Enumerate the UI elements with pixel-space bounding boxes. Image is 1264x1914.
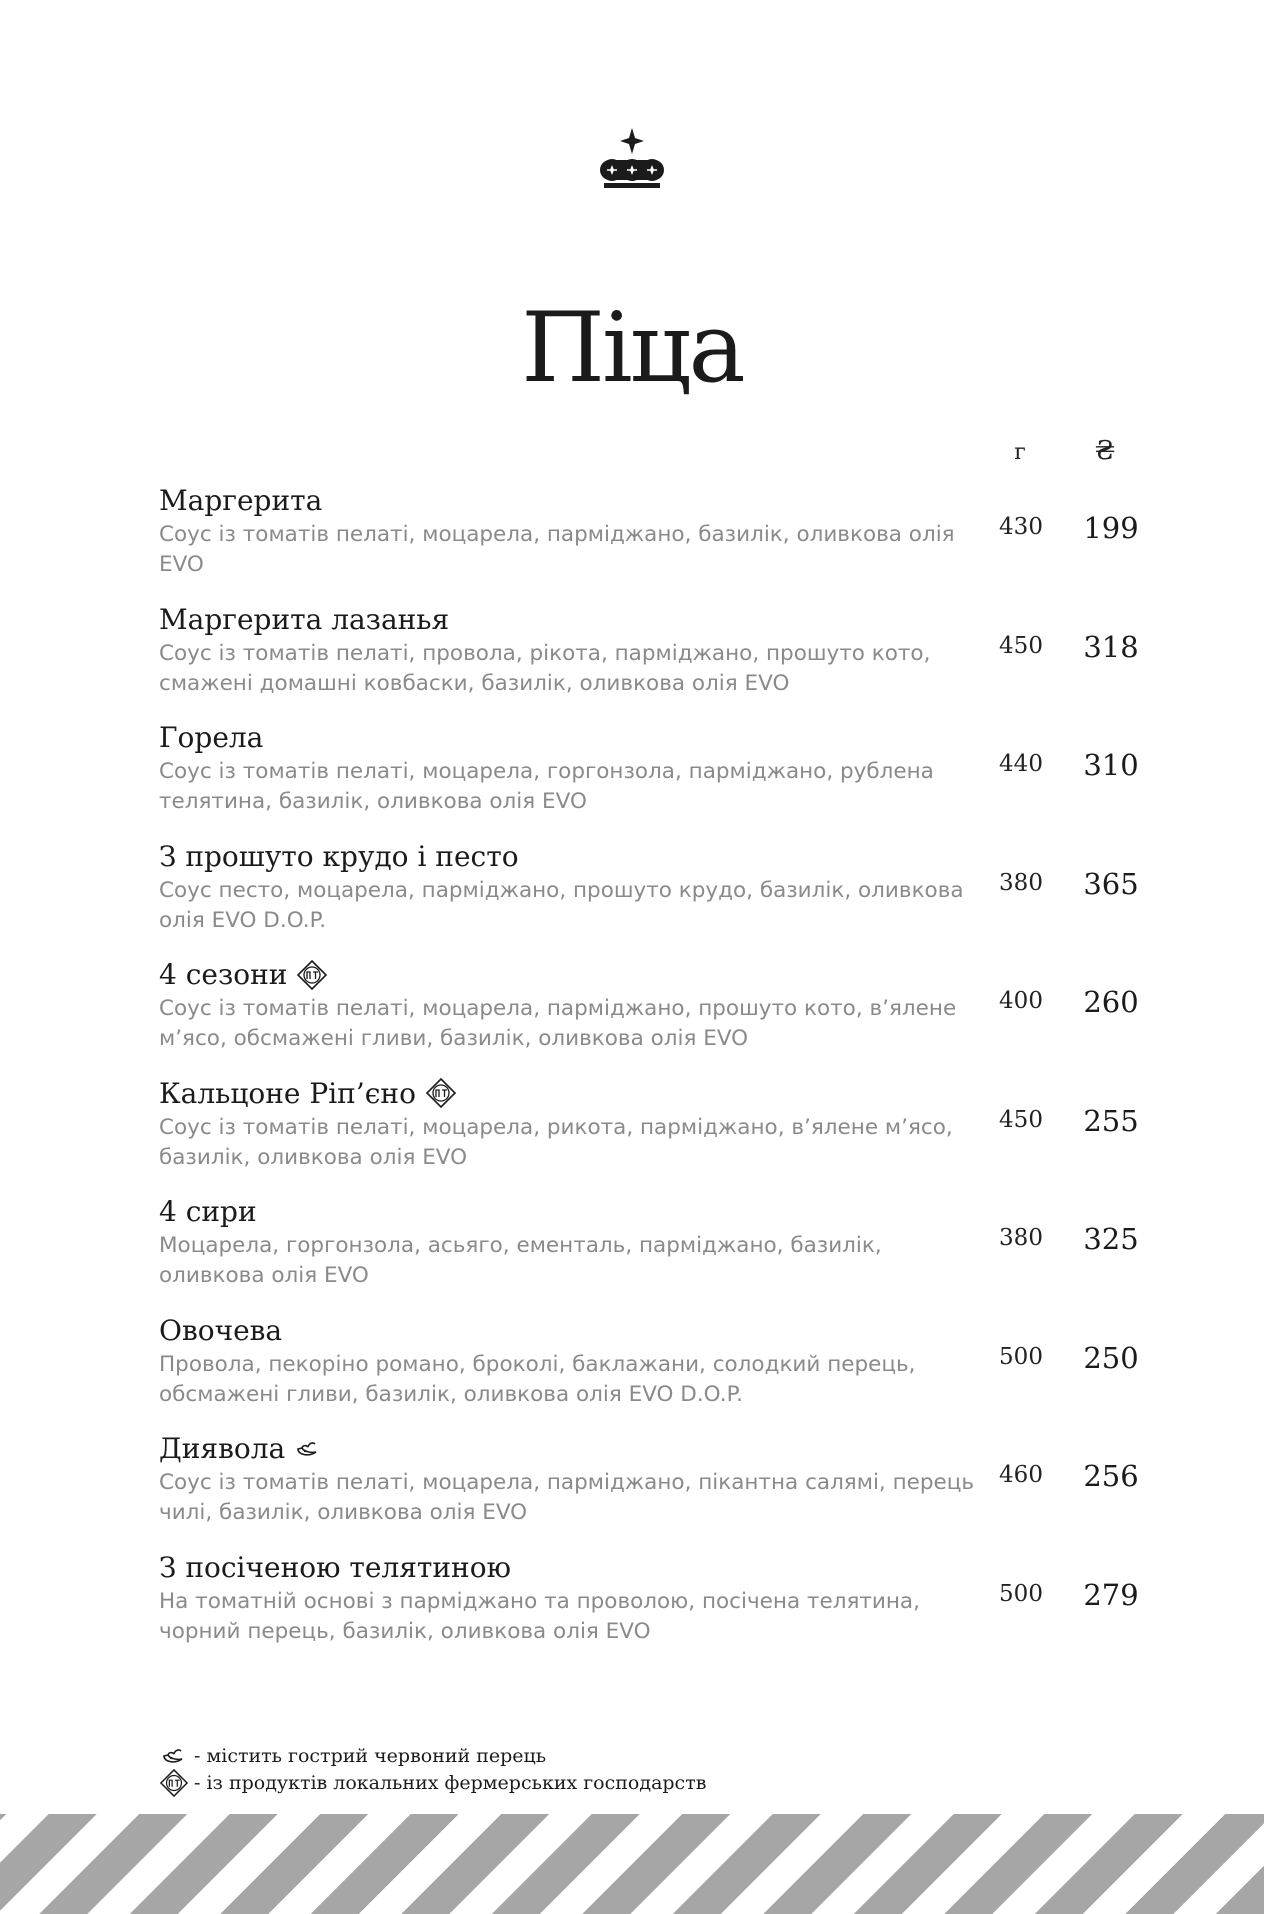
menu-item xyxy=(159,721,1159,840)
menu-item-description: Соус із томатів пелаті, моцарела, рикота, парміджано, в’ялене м’ясо, базилік, оливкова олія EVO xyxy=(159,1114,953,1170)
weight-column-header: г xyxy=(1014,440,1026,465)
menu-item-name-text: З прошуто крудо і песто xyxy=(159,839,519,873)
menu-item-description: Провола, пекоріно романо, броколі, баклажани, солодкий перець, обсмажені гливи, базилік, оливкова олія EVO D.O.P. xyxy=(159,1351,916,1407)
menu-item xyxy=(159,603,1159,722)
menu-item-name-text: З посіченою телятиною xyxy=(159,1550,511,1584)
menu-item-name xyxy=(159,958,327,991)
striped-footer-band xyxy=(0,1814,1264,1914)
menu-item-description: На томатній основі з парміджано та проволою, посічена телятина, чорний перець, базилік, оливкова олія EVO xyxy=(159,1588,920,1644)
menu-item-name xyxy=(159,840,519,873)
page-title: Піца xyxy=(521,292,743,404)
menu-item-weight: 500 xyxy=(999,1580,1043,1607)
menu-item-weight: 460 xyxy=(999,1462,1043,1488)
menu-item xyxy=(159,484,1159,603)
menu-item-description: Моцарела, горгонзола, асьяго, ементаль, парміджано, базилік, оливкова олія EVO xyxy=(159,1233,882,1288)
menu-item xyxy=(159,840,1159,959)
menu-item-name xyxy=(159,1314,282,1347)
menu-item-weight: 380 xyxy=(999,869,1043,896)
menu-item-name-text: Маргерита лазанья xyxy=(159,602,450,636)
menu-item-description: Соус із томатів пелаті, моцарела, горгонзола, парміджано, рублена телятина, базилік, оливкова олія EVO xyxy=(159,759,934,814)
menu-item-weight: 500 xyxy=(999,1343,1043,1370)
menu-item-description: Соус песто, моцарела, парміджано, прошуто крудо, базилік, оливкова олія EVO D.O.P. xyxy=(159,877,964,933)
menu-item-name-text: Диявола xyxy=(159,1432,286,1465)
menu-item-description: Соус із томатів пелаті, моцарела, парміджано, базилік, оливкова олія EVO xyxy=(159,522,955,577)
menu-item xyxy=(159,1195,1159,1314)
menu-item-name-text: Овочева xyxy=(159,1313,283,1347)
menu-item-name-text: 4 сезони xyxy=(159,958,288,991)
menu-item-name xyxy=(159,484,322,517)
menu-item-name xyxy=(159,1432,321,1465)
chili-pepper-icon xyxy=(161,1746,187,1766)
menu-item xyxy=(159,1551,1159,1670)
menu-item-name xyxy=(159,603,449,636)
menu-item-price: 250 xyxy=(1083,1340,1139,1375)
menu-item-price: 255 xyxy=(1083,1103,1139,1138)
menu-item-price: 199 xyxy=(1083,511,1139,545)
menu-item-weight: 430 xyxy=(999,514,1043,540)
menu-item-name xyxy=(159,1551,511,1584)
menu-item-weight: 380 xyxy=(999,1225,1043,1251)
menu-item-name-text: Кальцоне Ріп’єно xyxy=(159,1076,416,1110)
menu-item-price: 256 xyxy=(1083,1459,1139,1493)
menu-item-name-text: Горела xyxy=(159,721,264,754)
legend-local-text: - із продуктів локальних фермерських господарств xyxy=(194,1771,707,1794)
menu-list xyxy=(159,484,1159,1669)
menu-item xyxy=(159,1432,1159,1551)
menu-item-weight: 440 xyxy=(999,751,1043,777)
local-farm-badge-icon xyxy=(160,1768,188,1798)
menu-item-price: 325 xyxy=(1083,1222,1139,1256)
chili-pepper-icon xyxy=(295,1439,321,1459)
menu-item-name xyxy=(159,1195,257,1228)
menu-item-weight: 450 xyxy=(999,1106,1043,1133)
local-farm-badge-icon xyxy=(297,960,327,990)
legend xyxy=(160,1742,706,1796)
menu-item-name xyxy=(159,1077,456,1110)
menu-item-price: 260 xyxy=(1083,985,1139,1019)
local-farm-badge-icon xyxy=(426,1078,456,1108)
menu-item-name-text: 4 сири xyxy=(159,1195,257,1228)
crown-logo-icon xyxy=(592,126,672,198)
menu-item-description: Соус із томатів пелаті, моцарела, парміджано, прошуто кото, в’ялене м’ясо, обсмажені гливи, базилік, оливкова олія EVO xyxy=(159,996,957,1051)
legend-spicy xyxy=(160,1742,706,1769)
menu-item-weight: 400 xyxy=(999,988,1043,1014)
menu-item-price: 279 xyxy=(1083,1577,1139,1612)
menu-item xyxy=(159,958,1159,1077)
menu-item xyxy=(159,1077,1159,1196)
menu-item-price: 318 xyxy=(1083,629,1139,664)
menu-item-description: Соус із томатів пелаті, моцарела, парміджано, пікантна салямі, перець чилі, базилік, оливкова олія EVO xyxy=(159,1470,975,1525)
menu-item-name-text: Маргерита xyxy=(159,484,323,517)
menu-item-price: 365 xyxy=(1083,866,1139,901)
menu-item xyxy=(159,1314,1159,1433)
menu-item-weight: 450 xyxy=(999,632,1043,659)
menu-item-description: Соус із томатів пелаті, провола, рікота, парміджано, прошуто кото, смажені домашні ковбаски, базилік, оливкова олія EVO xyxy=(159,640,931,696)
price-column-header: ₴ xyxy=(1094,436,1116,466)
menu-item-price: 310 xyxy=(1083,748,1139,782)
legend-spicy-text: - містить гострий червоний перець xyxy=(194,1744,547,1767)
menu-item-name xyxy=(159,721,263,754)
legend-local xyxy=(160,1769,706,1796)
